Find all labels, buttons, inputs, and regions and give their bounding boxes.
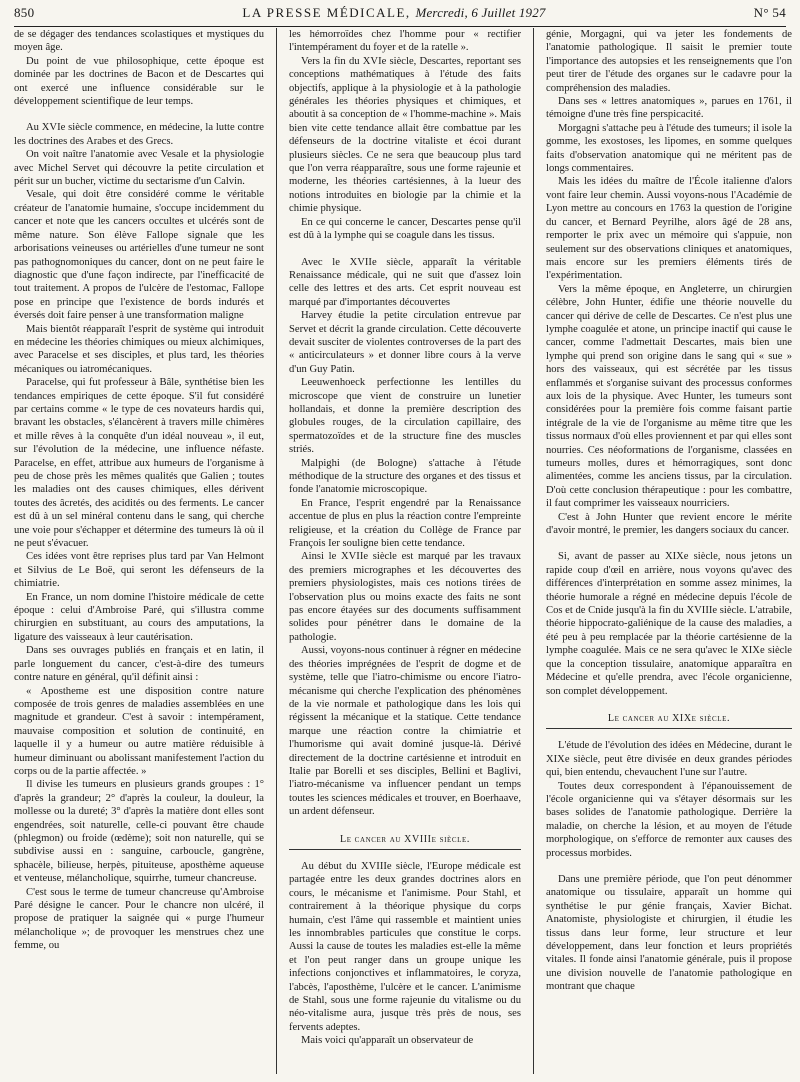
paragraph: Si, avant de passer au XIXe siècle, nous jetons un rapide coup d'œil en arrière, nous voyons qu'avec des différences d'interprétation en somme assez minimes, la théorie humorale a régné en médecine depuis l'école de Cos et de Cnide jusqu'à la fin du XVIIIe siècle. L'atrabile, théorie hippocrato-galiénique de la cause des maladies, a été peu à peu remplacée par la théorie cartésienne de la lymphe coagulée. Mais ce ne sera qu'avec le XIXe siècle que la conception tissulaire, anatomique apparaîtra en Médecine et qu'elle prendra, avec l'école organicienne, son complet développement. — [546, 551, 792, 697]
column-3 — [546, 28, 792, 1074]
paragraph: Mais les idées du maître de l'École italienne d'alors vont faire leur chemin. Aussi voyons-nous l'Académie de Lyon mettre au concours en 1763 la question de l'origine du cancer, et Bernard Peyrilhe, alors âgé de 28 ans, remporter le prix avec un mémoire qui s'appuie, non seulement sur des observations cliniques et anatomiques, mais encore sur les premiers éléments tirés de l'expérimentation. — [546, 176, 792, 282]
paragraph: Dans ses « lettres anatomiques », parues en 1761, il témoigne d'une très fine perspicacité. — [546, 96, 792, 121]
paragraph: Harvey étudie la petite circulation entrevue par Servet et décrit la grande circulation. Cette découverte devait susciter de violentes controverses de la part des « anticirculateurs » et donner libre cours à la verve d'un Guy Patin. — [289, 310, 521, 375]
paragraph: Ces idées vont être reprises plus tard par Van Helmont et Silvius de Le Boë, qui seront les défenseurs de la chimiatrie. — [14, 551, 264, 590]
page-header — [14, 2, 786, 24]
column-divider — [533, 28, 534, 1074]
journal-title: LA PRESSE MÉDICALE, — [242, 5, 411, 20]
paragraph: Il divise les tumeurs en plusieurs grands groupes : 1° d'après la grandeur; 2° d'après la couleur, la douleur, la mollesse ou la dureté; 3° d'après la matière dont elles sont engendrées, soit naturelle, celle-ci pouvant être chaude (phlegmon) ou froide (œdème); soit non naturelle, qui se subdivise aussi en : sanguine, carboucle, gangrène, sphacèle, bilieuse, herpès, pituiteuse, aposthème aqueuse et venteuse, mélancholique, squirrhe, tumeur chancreuse. — [14, 779, 264, 885]
paragraph: Toutes deux correspondent à l'épanouissement de l'école organicienne qui va s'étayer désormais sur les bases solides de l'anatomie pathologique. Derrière la maladie, on cherche la lésion, et au moyen de l'étude morphologique, on s'efforce de remonter aux causes des processus morbides. — [546, 780, 792, 859]
paragraph: Dans ses ouvrages publiés en français et en latin, il parle longuement du cancer, c'est-à-dire des tumeurs contre nature en général, qu'il définit ainsi : — [14, 645, 264, 684]
paragraph: C'est sous le terme de tumeur chancreuse qu'Ambroise Paré désigne le cancer. Pour le chancre non ulcéré, il propose de pratiquer la saignée qui « purge l'humeur mélancholique »; de provoquer les menstrues chez une femme, ou — [14, 886, 264, 952]
paragraph: « Apostheme est une disposition contre nature composée de trois genres de maladies assemblées en une magnitude et grandeur. C'est à savoir : intempérament, mauvaise composition et solution de continuité, en laquelle il y a humeur ou autre matière réduisible à humeur diminuant ou abolissant manifestement l'action du corps ou de la partie affectée. » — [14, 685, 264, 777]
paragraph: Leeuwenhoeck perfectionne les lentilles du microscope que vient de construire un lunetier hollandais, et donne la première description des globules rouges, de la circulation capillaire, des spermatozoïdes et de la structure fine des muscles striés. — [289, 377, 521, 456]
paragraph: Avec le XVIIe siècle, apparaît la véritable Renaissance médicale, qui ne suit que d'assez loin celle des lettres et des arts. Cet esprit nouveau est marqué par d'importantes découvertes — [289, 256, 521, 308]
paragraph: En France, un nom domine l'histoire médicale de cette époque : celui d'Ambroise Paré, qui s'illustra comme chirurgien en substituant, au cours des amputations, la ligature des vaisseaux à leur cautérisation. — [14, 591, 264, 643]
section-heading: Le cancer au XVIIIe siècle. — [289, 833, 521, 850]
paragraph: En ce qui concerne le cancer, Descartes pense qu'il est dû à la lymphe qui se coagule dans les tissus. — [289, 216, 521, 242]
issue-date: Mercredi, 6 Juillet 1927 — [415, 5, 546, 20]
column-2 — [289, 28, 521, 1074]
column-1 — [14, 28, 264, 1074]
paragraph: les hémorroïdes chez l'homme pour « rectifier l'intempérament du foyer et de la ratelle ». — [289, 29, 521, 54]
header-rule — [14, 26, 786, 27]
article-columns — [14, 28, 792, 1074]
paragraph: En France, l'esprit engendré par la Renaissance accentue de plus en plus la réaction contre l'empreinte religieuse, et la création du Collège de France par François Ier souligne bien cette tendance. — [289, 497, 521, 550]
paragraph: Ainsi le XVIIe siècle est marqué par les travaux des premiers micrographes et les découvertes des premiers physiologistes, mais ces notions tirées de l'observation plus ou moins exacte des faits ne sont pas encore étayées sur des documents suffisamment solides pour pénétrer dans le domaine de la pathologie. — [289, 551, 521, 643]
paragraph: Mais bientôt réapparaît l'esprit de système qui introduit en médecine les théories chimiques ou mieux alchimiques, avec Paracelse et ses disciples, et plus tard, les théories mécaniques ou iatromécaniques. — [14, 323, 264, 375]
paragraph: Aussi, voyons-nous continuer à régner en médecine des théories imprégnées de l'esprit de dogme et de système, telle que l'iatro-chimisme ou encore l'iatro-mécanisme qui cherche l'explication des phénomènes de la vie normale et pathologique dans les lois qui régissent la mécanique et la statique. Cette tendance marque une réaction contre la chimiatrie et l'humorisme qui avait dominé jusque-là. Dérivé directement de la doctrine cartésienne et introduit en Italie par Borelli et ses disciples, Bellini et Baglivi, l'iatro-mécanisme va influencer pendant un temps toutes les sciences médicales et trouver, en Boerhaave, un ardent défenseur. — [289, 645, 521, 818]
paragraph: L'étude de l'évolution des idées en Médecine, durant le XIXe siècle, peut être divisée en deux grandes périodes qui, bien entendu, chevauchent l'une sur l'autre. — [546, 740, 792, 779]
paragraph: Paracelse, qui fut professeur à Bâle, synthétise bien les tendances empiriques de cette époque. S'il fut considéré par certains comme « le type de ces novateurs hardis qui, bravant les obstacles, s'élancèrent à travers mille chimères et mille rêves à la conquête d'un idéal nouveau », il eut, sur l'évolution de la médecine, une influence néfaste. Paracelse, en effet, attribue aux humeurs de l'organisme à peu de chose près les mêmes qualités que Galien ; toutes les maladies ont des causes chimiques, elles dérivent toutes des âcretés, des acidités ou des ferments. Le cancer est dû à un sel minéral contenu dans le sang, qui cherche une voie pour s'échapper et détermine des tumeurs là où il ne peut s'évacuer. — [14, 377, 264, 550]
paragraph: On voit naître l'anatomie avec Vesale et la physiologie avec Michel Servet qui découvre la petite circulation et périt sur un bucher, victime du sectarisme d'un Calvin. — [14, 149, 264, 188]
issue-number: N° 54 — [753, 5, 786, 20]
paragraph: Malpighi (de Bologne) s'attache à l'étude méthodique de la structure des organes et des tissus et fonde l'anatomie microscopique. — [289, 457, 521, 496]
paragraph: Vers la même époque, en Angleterre, un chirurgien célèbre, John Hunter, édifie une théorie nouvelle du cancer qui dérive de celle de Descartes. Ce n'est plus une lymphe coagulée et atone, un principe inactif qui cause le cancer, comme l'admettait Descartes, mais bien une lymphe qui prend son origine dans le sang qui « sue » hors des vaisseaux, qui est sécrétée par les tissus enflammés et s'organise suivant des processus conformes aux lois de la physique. Avec Hunter, les tumeurs sont considérées pour la première fois comme faisant partie intégrale de la vie de l'organisme au même titre que les tissus normaux d'où elles proviennent et par qui elles sont nourries. Ces néoformations de l'organisme, classées en tumeurs molles, dures et hémorragiques, sont donc alimentées, comme les anciens tissus, par la circulation. D'où cette conclusion thérapeutique : pour les combattre, il faut comprimer les vaisseaux nourriciers. — [546, 283, 792, 510]
paragraph: Dans une première période, que l'on peut dénommer anatomique ou tissulaire, apparaît un homme qui synthétise le pur génie français, Xavier Bichat. Anatomiste, physiologiste et chirurgien, il étudie les tissus dans leur forme, leur structure et leur développement, dans leur fonction et leurs propriétés vitales. Il fonde ainsi l'anatomie générale, puis il propose une division nouvelle de l'anatomie pathologique en montrant que chaque — [546, 873, 792, 993]
paragraph: génie, Morgagni, qui va jeter les fondements de l'anatomie pathologique. Il saisit le premier toute l'importance des autopsies et les renseignements que l'on peut tirer de l'étude des organes sur le cadavre pour la compréhension des maladies. — [546, 29, 792, 94]
paragraph: Morgagni s'attache peu à l'étude des tumeurs; il isole la gomme, les exostoses, les lipomes, en somme quelques faits d'observation anatomique qui ne méritent pas de longs commentaires. — [546, 122, 792, 175]
paragraph: Vers la fin du XVIe siècle, Descartes, reportant ses conceptions mathématiques à l'étude des faits objectifs, applique à la physiologie et à la pathologie générales les théories physiques et chimiques, et aboutit à sa conception de « l'homme-machine ». Mais bien vite cette tendance allait être combattue par les défenseurs de la doctrine vitaliste et écoi durant plusieurs siècles. Ce ne sera que beaucoup plus tard que l'on verra réapparaître, sous une forme rajeunie et moderne, les théories cartésiennes, à la lueur des notions introduites en biologie par la chimie et la chimie physique. — [289, 55, 521, 215]
paragraph: Mais voici qu'apparaît un observateur de — [301, 1035, 474, 1047]
paragraph: Du point de vue philosophique, cette époque est dominée par les doctrines de Bacon et de Descartes qui ont exercé une influence considérable sur le développement scientifique de leur temps. — [14, 55, 264, 108]
paragraph: C'est à John Hunter que revient encore le mérite d'avoir montré, le premier, les dangers sociaux du cancer. — [546, 511, 792, 537]
column-divider — [276, 28, 277, 1074]
section-heading: Le cancer au XIXe siècle. — [546, 712, 792, 729]
paragraph: Vesale, qui doit être considéré comme le véritable créateur de l'anatomie humaine, s'occupe incidemment du cancer et note que les cancers occultes et ulcérés sont de même nature. Son élève Fallope signale que les arborisations veineuses ou artérielles d'une tumeur ne sont pas pathognomoniques du cancer, dont on ne peut faire le diagnostic que d'une façon indirecte, par l'inefficacité de tout traitement. A propos de l'ulcère de l'estomac, Fallope pose en principe que l'existence de bords indurés et éversés doit faire penser à une transformation maligne — [14, 189, 264, 322]
paragraph: de se dégager des tendances scolastiques et mystiques du moyen âge. — [14, 29, 264, 54]
paragraph: Au début du XVIIIe siècle, l'Europe médicale est partagée entre les deux grandes doctrines alors en cours, le mécanisme et l'animisme. Pour Stahl, et contrairement à la théorique physique du corps humain, c'est l'âme qui rassemble et maintient unies les innombrables particules que constitue le corps. Aussi la cause de toutes les maladies est-elle la même et l'on peut ranger dans un groupe unique les infections conjonctives et inflammatoires, le coryza, l'abcès, l'aposthème, l'ulcère et le cancer. L'animisme de Stahl, sous une forme rajeunie du vitalisme ou du néo-vitalisme aura, jusque très près de nous, ses fervents adeptes. — [289, 860, 521, 1033]
journal-masthead — [242, 5, 545, 21]
paragraph: Au XVIe siècle commence, en médecine, la lutte contre les doctrines des Arabes et des Grecs. — [14, 122, 264, 147]
page-number: 850 — [14, 5, 35, 20]
